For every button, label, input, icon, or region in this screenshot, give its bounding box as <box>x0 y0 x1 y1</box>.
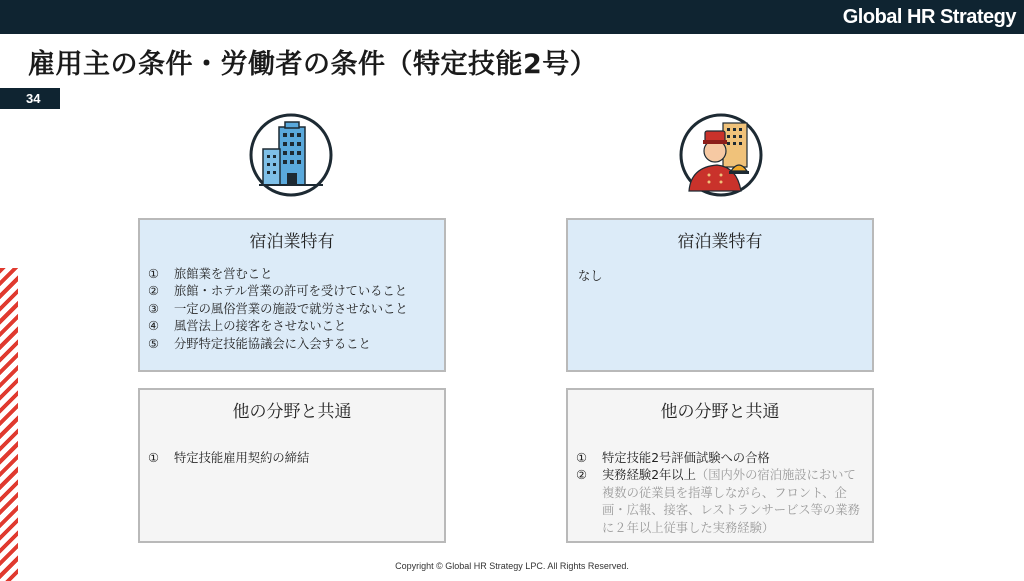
page-title: 雇用主の条件・労働者の条件（特定技能2号） <box>28 49 598 80</box>
condition-list <box>148 450 309 467</box>
hotel-bellhop-icon <box>679 113 763 197</box>
list-item: ① 旅館業を営むこと <box>148 267 273 281</box>
right-specific-conditions-box <box>566 218 874 372</box>
box-title: 宿泊業特有 <box>249 232 335 252</box>
page-number: 34 <box>0 88 60 109</box>
condition-list <box>148 266 408 353</box>
none-text: なし <box>578 269 603 283</box>
company-logo: Global HR Strategy <box>842 6 1016 28</box>
condition-list <box>576 450 860 537</box>
list-item: ② 旅館・ホテル営業の許可を受けていること <box>148 284 408 299</box>
list-item: ③ 一定の風俗営業の施設で就労させないこと <box>148 301 408 316</box>
box-title: 他の分野と共通 <box>660 402 780 422</box>
list-item: ① 特定技能雇用契約の締結 <box>148 451 310 465</box>
list-item: ② 実務経験2年以上（国内外の宿泊施設において複数の従業員を指導しながら、フロント、企画・広報、接客、レストランサービス等の業務に２年以上従事した実務経験） <box>576 468 860 535</box>
experience-requirement: 実務経験2年以上 <box>602 468 696 483</box>
box-title: 宿泊業特有 <box>677 232 763 252</box>
list-item: ⑤ 分野特定技能協議会に入会すること <box>148 336 371 351</box>
right-common-conditions-box <box>566 388 874 543</box>
list-item: ④ 風営法上の接客をさせないこと <box>148 319 347 334</box>
left-common-conditions-box <box>138 388 446 543</box>
decorative-stripes <box>0 268 18 581</box>
list-item: ① 特定技能2号評価試験への合格 <box>576 451 770 465</box>
box-title: 他の分野と共通 <box>232 402 352 422</box>
office-building-icon <box>249 113 333 197</box>
copyright-footer: Copyright © Global HR Strategy LPC. All Rights Reserved. <box>395 561 629 571</box>
experience-note: （国内外の宿泊施設において複数の従業員を指導しながら、フロント、企画・広報、接客、レストランサービス等の業務に２年以上従事した実務経験） <box>602 468 860 535</box>
left-specific-conditions-box <box>138 218 446 372</box>
header-bar <box>0 0 1024 34</box>
